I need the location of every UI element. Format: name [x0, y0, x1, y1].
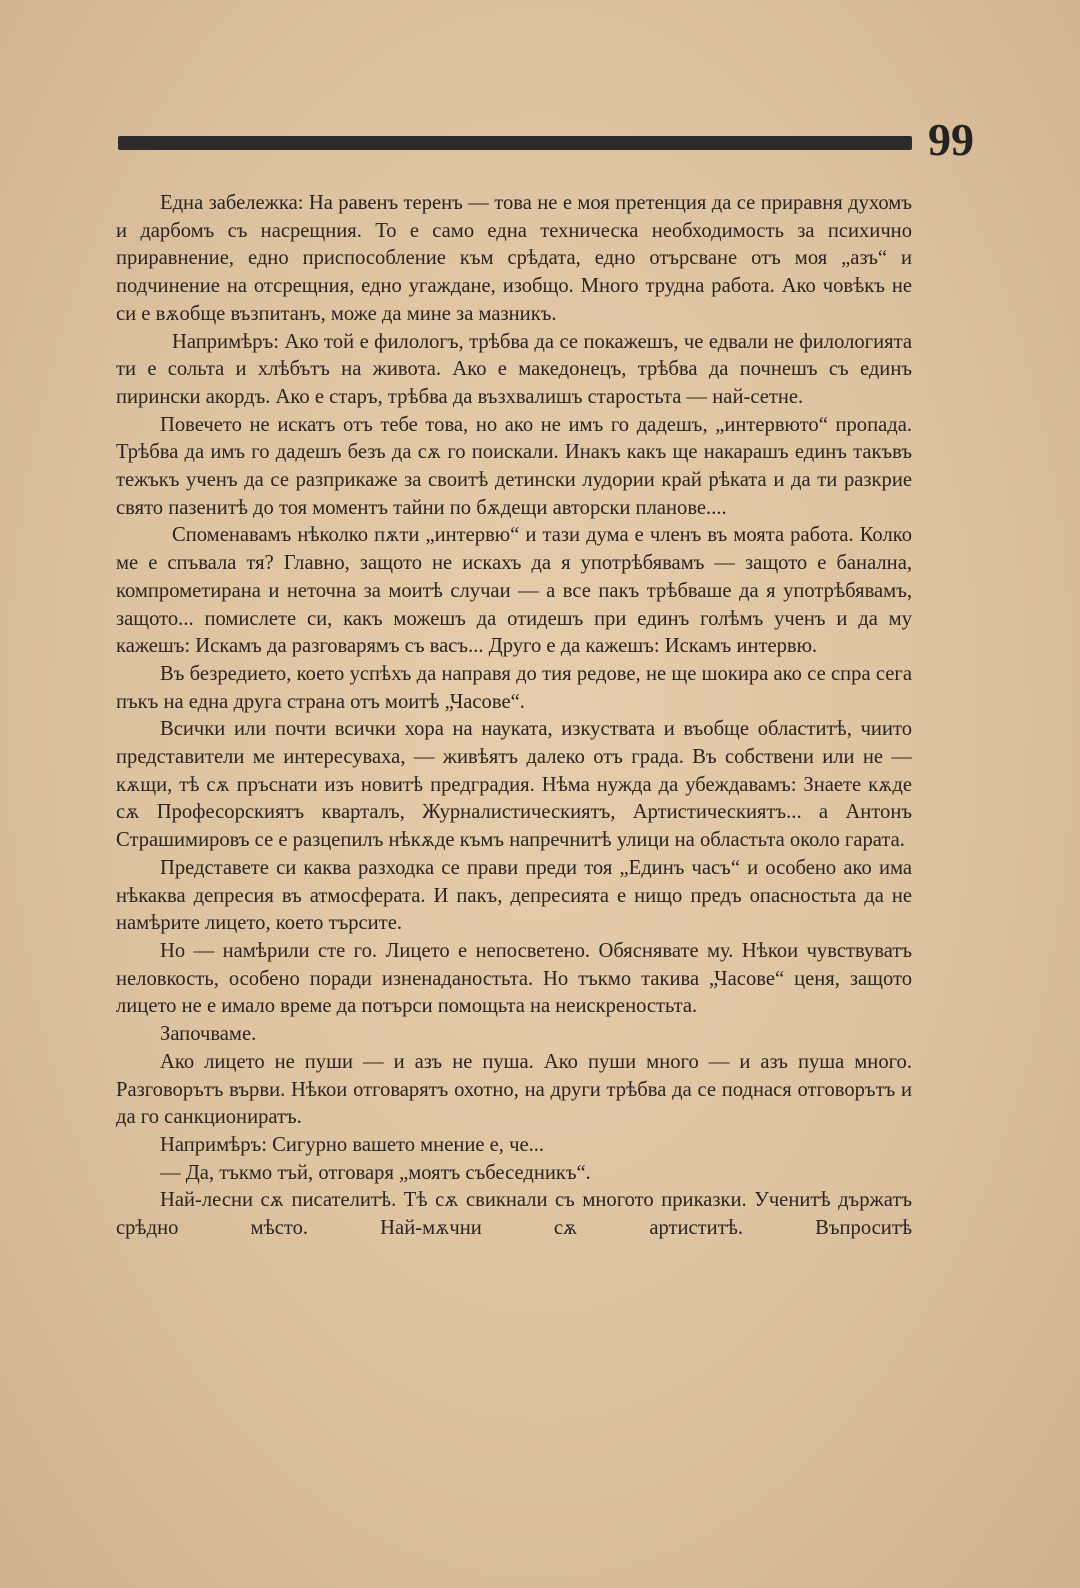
paragraph: Напримѣръ: Сигурно вашето мнение е, че...	[160, 1133, 545, 1156]
paragraph: Споменавамъ нѣколко пѫти „интервю“ и тази дума е членъ въ моята работа. Колко ме е спъвала тя? Главно, защото не искахъ да я употрѣбявамъ — защото е банална, компрометирана и неточна за моитѣ случаи — а все пакъ трѣбваше да я употрѣбявамъ, защото... помислете си, какъ можешъ да отидешъ при единъ голѣмъ ученъ и да му кажешъ: Искамъ да разговарямъ съ васъ... Друго е да кажешъ: Искамъ интервю.	[116, 524, 912, 658]
paragraph: Най-лесни сѫ писателитѣ. Тѣ сѫ свикнали съ многото приказки. Ученитѣ държатъ срѣдно мѣсто. Най-мѫчни сѫ артиститѣ. Въпроситѣ	[116, 1189, 912, 1240]
paragraph: Започваме.	[160, 1023, 257, 1046]
paragraph: Въ безредието, което успѣхъ да направя до тия редове, не ще шокира ако се спра сега пъкъ на една друга страна отъ моитѣ „Часове“.	[116, 662, 912, 713]
header-rule	[118, 136, 912, 150]
paragraph: Но — намѣрили сте го. Лицето е непосветено. Обяснявате му. Нѣкои чувствуватъ неловкость, особено поради изненаданостьта. Но тъкмо такива „Часове“ ценя, защото лицето не е имало време да потърси помощьта на неискреностьта.	[116, 939, 912, 1018]
paragraph: — Да, тъкмо тъй, отговаря „моятъ събеседникъ“.	[160, 1161, 591, 1184]
page-number: 99	[928, 114, 974, 165]
paragraph: Една забележка: На равенъ теренъ — това не е моя претенция да се приравня духомъ и дарбомъ съ насрещния. То е само една техническа необходимость за психично приравнение, едно приспособление към срѣдата, едно отърсване отъ моя „азъ“ и подчинение на отсрещния, едно угаждане, изобщо. Много трудна работа. Ако човѣкъ не си е вѫобще възпитанъ, може да мине за мазникъ.	[116, 192, 912, 325]
paragraph: Представете си каква разходка се прави преди тоя „Единъ часъ“ и особено ако има нѣкаква депресия въ атмосферата. И пакъ, депресията е нищо предъ опасностьта да не намѣрите лицето, което търсите.	[116, 856, 912, 935]
body-text	[116, 190, 912, 1243]
paragraph: Ако лицето не пуши — и азъ не пуша. Ако пуши много — и азъ пуша много. Разговорътъ върви. Нѣкои отговарятъ охотно, на други трѣбва да се поднася отговорътъ и да го санкциониратъ.	[116, 1050, 912, 1129]
paragraph: Повечето не искатъ отъ тебе това, но ако не имъ го дадешъ, „интервюто“ пропада. Трѣбва да имъ го дадешъ безъ да сѫ го поискали. Инакъ какъ ще накарашъ единъ такъвъ тежъкъ ученъ да се разприкаже за своитѣ детински лудории край рѣката и да ти разкрие свято пазенитѣ до тоя моментъ тайни по бѫдещи авторски планове....	[116, 413, 912, 519]
paragraph: Всички или почти всички хора на науката, изкуствата и въобще областитѣ, чиито представители ме интересуваха, — живѣятъ далеко отъ града. Въ собствени или не — кѫщи, тѣ сѫ пръснати изъ новитѣ предградия. Нѣма нужда да убеждавамъ: Знаете кѫде сѫ Професорскиятъ кварталъ, Журналистическиятъ, Артистическиятъ... а Антонъ Страшимировъ се е разцепилъ нѣкѫде къмъ напречнитѣ улици на областьта около гарата.	[116, 718, 912, 852]
paragraph: Напримѣръ: Ако той е филологъ, трѣбва да се покажешъ, че едвали не филологията ти е сольта и хлѣбътъ на живота. Ако е македонецъ, трѣбва да почнешъ съ единъ пирински акордъ. Ако е старъ, трѣбва да възхвалишъ старостьта — най-сетне.	[116, 330, 912, 408]
